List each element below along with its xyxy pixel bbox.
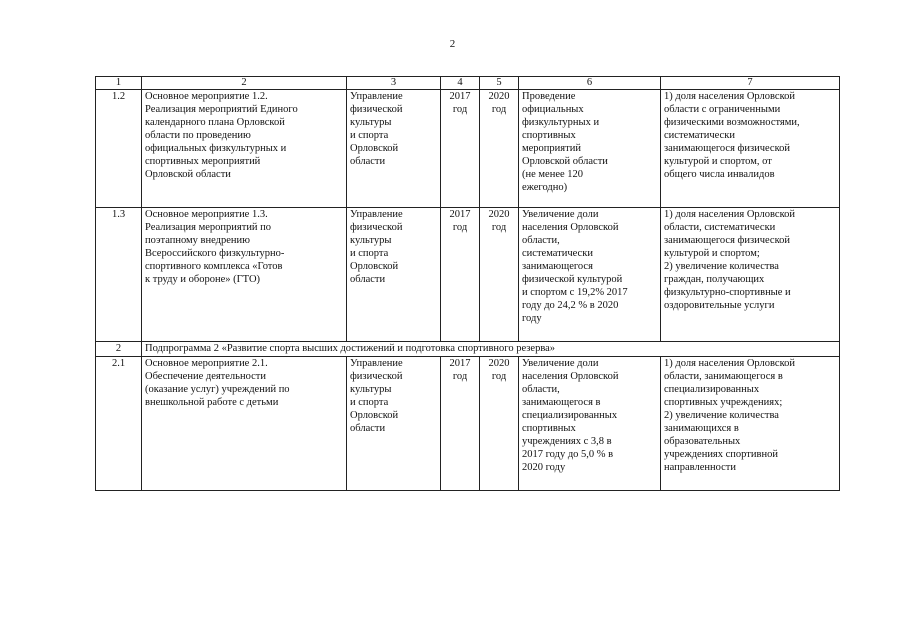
program-table <box>95 76 840 491</box>
end-year-cell: 2020 год <box>480 90 519 208</box>
table-row <box>96 208 840 342</box>
page-number: 2 <box>449 38 456 50</box>
end-year-cell: 2020 год <box>480 357 519 491</box>
start-year-cell: 2017 год <box>441 357 480 491</box>
header-col-6: 6 <box>519 77 661 90</box>
end-year-cell: 2020 год <box>480 208 519 342</box>
activity-cell: Основное мероприятие 1.2. Реализация мероприятий Единого календарного плана Орловской области по проведению официальных физкультурных и спортивных мероприятий Орловской области <box>142 90 347 208</box>
row-number: 1.2 <box>96 90 142 208</box>
indicators-cell: 1) доля населения Орловской области с ограниченными физическими возможностями, систематически занимающегося физической культурой и спортом, от общего числа инвалидов <box>661 90 840 208</box>
subprogram-title: Подпрограмма 2 «Развитие спорта высших достижений и подготовка спортивного резерва» <box>142 342 840 357</box>
header-col-2: 2 <box>142 77 347 90</box>
header-col-3: 3 <box>347 77 441 90</box>
table-row <box>96 357 840 491</box>
header-row <box>96 77 840 90</box>
activity-cell: Основное мероприятие 2.1. Обеспечение деятельности (оказание услуг) учреждений по внешкольной работе с детьми <box>142 357 347 491</box>
subprogram-row <box>96 342 840 357</box>
executor-cell: Управление физической культуры и спорта Орловской области <box>347 90 441 208</box>
indicators-cell: 1) доля населения Орловской области, систематически занимающегося физической культурой и спортом; 2) увеличение количества граждан, получающих физкультурно-спортивные и оздоровительные услуги <box>661 208 840 342</box>
header-col-1: 1 <box>96 77 142 90</box>
header-col-5: 5 <box>480 77 519 90</box>
row-number: 2 <box>96 342 142 357</box>
result-cell: Увеличение доли населения Орловской области, занимающегося в специализированных спортивных учреждениях с 3,8 в 2017 году до 5,0 % в 2020 году <box>519 357 661 491</box>
row-number: 2.1 <box>96 357 142 491</box>
start-year-cell: 2017 год <box>441 208 480 342</box>
header-col-4: 4 <box>441 77 480 90</box>
header-col-7: 7 <box>661 77 840 90</box>
table-row <box>96 90 840 208</box>
result-cell: Увеличение доли населения Орловской области, систематически занимающегося физической культурой и спортом с 19,2% 2017 году до 24,2 % в 2020 году <box>519 208 661 342</box>
indicators-cell: 1) доля населения Орловской области, занимающегося в специализированных спортивных учреждениях; 2) увеличение количества занимающихся в образовательных учреждениях спортивной направленности <box>661 357 840 491</box>
result-cell: Проведение официальных физкультурных и спортивных мероприятий Орловской области (не менее 120 ежегодно) <box>519 90 661 208</box>
activity-cell: Основное мероприятие 1.3. Реализация мероприятий по поэтапному внедрению Всероссийского физкультурно- спортивного комплекса «Готов к труду и обороне» (ГТО) <box>142 208 347 342</box>
start-year-cell: 2017 год <box>441 90 480 208</box>
row-number: 1.3 <box>96 208 142 342</box>
executor-cell: Управление физической культуры и спорта Орловской области <box>347 208 441 342</box>
executor-cell: Управление физической культуры и спорта Орловской области <box>347 357 441 491</box>
